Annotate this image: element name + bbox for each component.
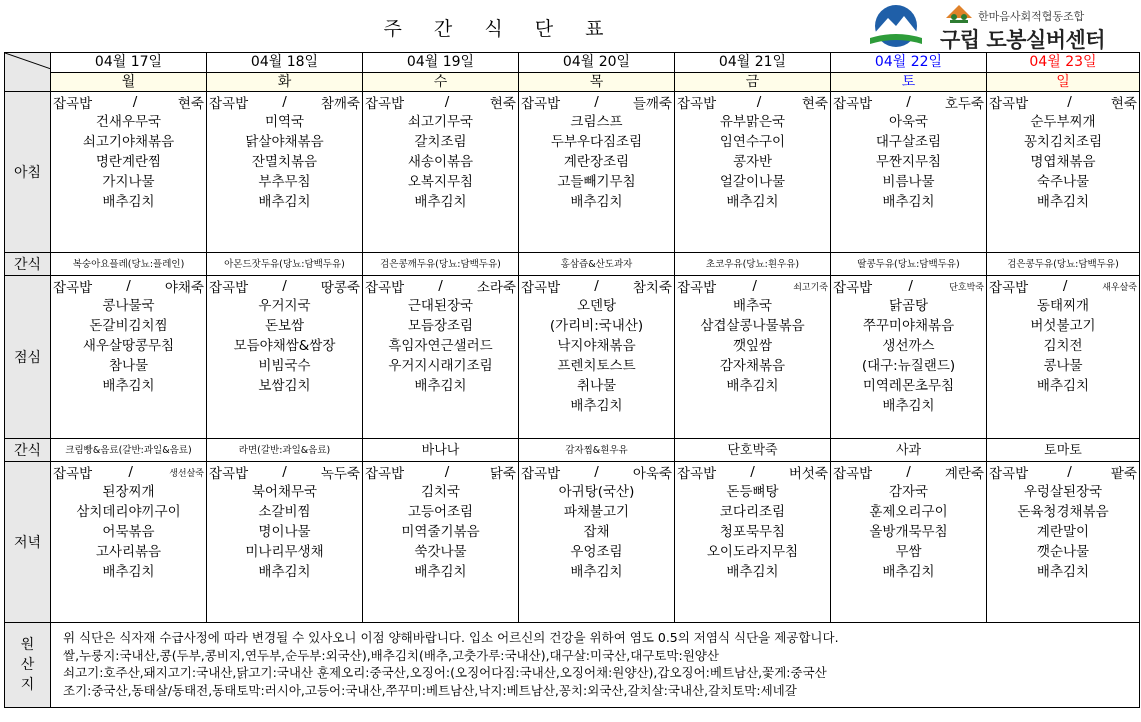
- menu-item: 청포묵무침: [719, 524, 786, 540]
- rice-label: 잡곡밥: [989, 466, 1029, 482]
- separator: /: [1067, 94, 1072, 110]
- menu-item: 모듬장조림: [407, 318, 474, 334]
- snack1-label: 간식: [5, 253, 51, 276]
- menu-item: 동태찌개: [1036, 298, 1090, 314]
- menu-item: 돈보쌈: [264, 318, 305, 334]
- lunch-cell: [831, 276, 987, 439]
- rice-label: 잡곡밥: [677, 96, 717, 112]
- meal-cell: [207, 92, 362, 212]
- rice-line: [207, 462, 362, 482]
- menu-item: 아귀탕(국산): [558, 484, 635, 500]
- dinner-cell: [987, 462, 1140, 623]
- origin-label: [5, 623, 51, 708]
- page-title: 주 간 식 단 표: [383, 18, 617, 40]
- rice-label: 잡곡밥: [833, 466, 873, 482]
- date-header: 04월 18일: [207, 53, 363, 73]
- mountain-logo-icon: [862, 4, 930, 48]
- rice-line: [207, 92, 362, 112]
- day-header: 토: [831, 72, 987, 92]
- day-header: 목: [519, 72, 675, 92]
- menu-item: 돈등뼈탕: [726, 484, 779, 500]
- meal-cell: [519, 276, 674, 416]
- menu-item: 오복지무침: [407, 174, 474, 190]
- corner-cell: [5, 53, 51, 92]
- date-header: 04월 19일: [363, 53, 519, 73]
- meal-cell: [207, 276, 362, 396]
- rice-line: [519, 92, 674, 112]
- meal-cell: [519, 462, 674, 582]
- menu-item: 취나물: [576, 378, 617, 394]
- dinner-cell: [519, 462, 675, 623]
- meal-cell: [363, 276, 518, 396]
- menu-item: 미역국: [264, 114, 305, 130]
- rice-label: 잡곡밥: [53, 466, 93, 482]
- menu-item: 배추김치: [1036, 378, 1090, 394]
- rice-label: 잡곡밥: [53, 96, 93, 112]
- menu-item: 북어채무국: [251, 484, 318, 500]
- menu-item: 얼갈이나물: [719, 174, 786, 190]
- separator: /: [906, 94, 911, 110]
- menu-item: 감자채볶음: [719, 358, 786, 374]
- rice-line: [831, 276, 986, 296]
- rice-label: 잡곡밥: [521, 466, 561, 482]
- snack-cell: 검은콩두유(당뇨:담백두유): [987, 253, 1140, 276]
- menu-item: 새우살땅콩무침: [82, 338, 175, 354]
- cooperative-logo-icon: [944, 2, 974, 24]
- snack-cell: 사과: [831, 439, 987, 462]
- menu-item: 쭈꾸미야채볶음: [862, 318, 955, 334]
- menu-item: 배추김치: [258, 194, 311, 210]
- rice-label: 잡곡밥: [521, 96, 561, 112]
- menu-item: 배추김치: [726, 194, 779, 210]
- menu-item: 무쌈: [895, 544, 922, 560]
- meal-cell: [831, 462, 986, 582]
- separator: /: [444, 464, 450, 480]
- rice-label: 잡곡밥: [365, 280, 405, 296]
- separator: /: [1062, 278, 1068, 294]
- origin-notes: [51, 623, 1140, 708]
- meal-cell: [987, 92, 1139, 212]
- menu-item: 깻잎쌈: [732, 338, 773, 354]
- menu-item: 김치전: [1043, 338, 1083, 354]
- menu-item: 배추김치: [570, 194, 623, 210]
- snack-cell: 복숭아요플레(당뇨:플레인): [51, 253, 207, 276]
- porridge-label: 들깨죽: [632, 96, 672, 112]
- breakfast-cell: [51, 92, 207, 253]
- porridge-label: 버섯죽: [788, 466, 828, 482]
- origin-label-char: 원: [20, 637, 35, 653]
- notes-line: 쇠고기:호주산,돼지고기:국내산,닭고기:국내산 훈제오리:중국산,오징어:(오징어다짐:국내산,오징어채:원양산),갑오징어:베트남산,꽃게:중국산: [63, 665, 827, 680]
- meal-cell: [675, 462, 830, 582]
- day-header: 수: [363, 72, 519, 92]
- porridge-label: 녹두죽: [320, 466, 360, 482]
- menu-item: 닭곰탕: [888, 298, 929, 314]
- lunch-cell: [51, 276, 207, 439]
- dinner-cell: [675, 462, 831, 623]
- menu-item: 명엽채볶음: [1030, 154, 1096, 170]
- menu-item: 버섯불고기: [1030, 318, 1096, 334]
- menu-item: 근대된장국: [407, 298, 474, 314]
- rice-label: 잡곡밥: [209, 280, 249, 296]
- menu-item: 배추김치: [102, 378, 155, 394]
- meal-cell: [675, 92, 830, 212]
- menu-item: 참나물: [108, 358, 149, 374]
- breakfast-cell: [207, 92, 363, 253]
- separator: /: [756, 94, 762, 110]
- menu-item: 어묵볶음: [102, 524, 155, 540]
- menu-item: 비빔국수: [258, 358, 311, 374]
- lunch-cell: [363, 276, 519, 439]
- porridge-label: 현죽: [489, 96, 516, 112]
- rice-label: 잡곡밥: [365, 96, 405, 112]
- menu-item: 돈갈비김치찜: [89, 318, 168, 334]
- menu-item: 훈제오리구이: [869, 504, 948, 520]
- rice-label: 잡곡밥: [833, 96, 873, 112]
- menu-item: 배추김치: [1036, 564, 1090, 580]
- lunch-label: 점심: [5, 276, 51, 439]
- dinner-label: 저녁: [5, 462, 51, 623]
- menu-item: 새송이볶음: [407, 154, 474, 170]
- dinner-cell: [207, 462, 363, 623]
- separator: /: [128, 464, 133, 480]
- meal-cell: [519, 92, 674, 212]
- snack-cell: 라면(갈반:과일&음료): [207, 439, 363, 462]
- porridge-label: 야채죽: [164, 280, 204, 296]
- snack-cell: 바나나: [363, 439, 519, 462]
- snack-cell: 단호박죽: [675, 439, 831, 462]
- menu-item: 배추김치: [882, 398, 935, 414]
- separator: /: [438, 278, 443, 294]
- menu-item: 프렌치토스트: [557, 358, 636, 374]
- menu-item: 갈치조림: [414, 134, 467, 150]
- menu-item: 고사리볶음: [95, 544, 162, 560]
- meal-cell: [363, 462, 518, 582]
- separator: /: [126, 278, 131, 294]
- menu-item: 배추국: [732, 298, 773, 314]
- rice-line: [831, 92, 986, 112]
- menu-item: 배추김치: [570, 398, 623, 414]
- date-header: 04월 23일: [987, 53, 1140, 73]
- rice-line: [675, 276, 830, 296]
- separator: /: [594, 278, 599, 294]
- rice-line: [987, 92, 1139, 112]
- dinner-cell: [363, 462, 519, 623]
- menu-item: 배추김치: [726, 564, 779, 580]
- meal-cell: [207, 462, 362, 582]
- breakfast-cell: [675, 92, 831, 253]
- menu-item: 명이나물: [258, 524, 311, 540]
- menu-item: 오이도라지무침: [706, 544, 799, 560]
- porridge-label: 호두죽: [944, 96, 984, 112]
- porridge-label: 땅콩죽: [320, 280, 360, 296]
- meal-cell: [51, 462, 206, 582]
- origin-label-char: 산: [20, 657, 35, 673]
- dinner-cell: [831, 462, 987, 623]
- snack-cell: 딸콩두유(당뇨:담백두유): [831, 253, 987, 276]
- rice-label: 잡곡밥: [209, 466, 249, 482]
- snack-cell: 아몬드잣두유(당뇨:담백두유): [207, 253, 363, 276]
- notes-line: 쌀,누룽지:국내산,콩(두부,콩비지,연두부,순두부:외국산),배추김치(배추,고춧가루:국내산),대구살:미국산,대구토막:원양산: [63, 647, 719, 663]
- menu-item: 아욱국: [888, 114, 929, 130]
- menu-item: 부추무침: [258, 174, 311, 190]
- snack-cell: 검은콩깨두유(당뇨:담백두유): [363, 253, 519, 276]
- menu-item: 배추김치: [1036, 194, 1090, 210]
- rice-label: 잡곡밥: [989, 280, 1029, 296]
- separator: /: [908, 278, 913, 294]
- menu-item: 배추김치: [414, 564, 467, 580]
- rice-label: 잡곡밥: [677, 280, 717, 296]
- menu-item: 가지나물: [102, 174, 155, 190]
- menu-item: 소갈비찜: [258, 504, 311, 520]
- rice-line: [675, 462, 830, 482]
- rice-label: 잡곡밥: [209, 96, 249, 112]
- porridge-label: 생선살죽: [169, 468, 204, 479]
- date-header: 04월 22일: [831, 53, 987, 73]
- date-header: 04월 17일: [51, 53, 207, 73]
- rice-label: 잡곡밥: [53, 280, 93, 296]
- menu-item: 파채불고기: [563, 504, 630, 520]
- rice-line: [519, 276, 674, 296]
- weekly-menu-table: [4, 52, 1140, 708]
- menu-item: 계란말이: [1036, 524, 1090, 540]
- lunch-cell: [207, 276, 363, 439]
- menu-item: 배추김치: [414, 194, 467, 210]
- dinner-cell: [51, 462, 207, 623]
- menu-item: 감자국: [888, 484, 929, 500]
- rice-line: [207, 276, 362, 296]
- menu-item: 순두부찌개: [1030, 114, 1096, 130]
- notes-line: 위 식단은 식자재 수급사정에 따라 변경될 수 있사오니 이점 양해바랍니다. 입소 어르신의 건강을 위하여 염도 0.5의 저염식 식단을 제공합니다.: [63, 630, 839, 645]
- menu-item: 무짠지무침: [875, 154, 942, 170]
- meal-cell: [831, 276, 986, 416]
- menu-item: 김치국: [420, 484, 461, 500]
- menu-item: 임연수구이: [719, 134, 786, 150]
- rice-line: [363, 462, 518, 482]
- menu-item: 배추김치: [102, 194, 155, 210]
- day-header: 금: [675, 72, 831, 92]
- meal-cell: [51, 92, 206, 212]
- meal-cell: [987, 462, 1139, 582]
- breakfast-cell: [831, 92, 987, 253]
- porridge-label: 계란죽: [944, 466, 984, 482]
- menu-item: 꽁치김치조림: [1023, 134, 1103, 150]
- lunch-cell: [519, 276, 675, 439]
- menu-item: 쇠고기야채볶음: [82, 134, 175, 150]
- menu-item: 닭살야채볶음: [245, 134, 324, 150]
- snack-cell: 토마토: [987, 439, 1140, 462]
- meal-cell: [51, 276, 206, 396]
- menu-item: 쑥갓나물: [414, 544, 467, 560]
- date-header: 04월 21일: [675, 53, 831, 73]
- porridge-label: 현죽: [177, 96, 204, 112]
- menu-item: 올방개묵무침: [869, 524, 948, 540]
- lunch-cell: [675, 276, 831, 439]
- menu-item: 콩나물국: [102, 298, 155, 314]
- porridge-label: 현죽: [1110, 96, 1137, 112]
- menu-item: 유부맑은국: [719, 114, 786, 130]
- notes-line: 조기:중국산,동태살/동태전,동태토막:러시아,고등어:국내산,쭈꾸미:베트남산,낙지:베트남산,꽁치:외국산,갈치살:국내산,갈치토막:세네갈: [63, 682, 797, 698]
- separator: /: [1067, 464, 1072, 480]
- org-name: 한마음사회적협동조합: [978, 10, 1085, 23]
- menu-item: 배추김치: [726, 378, 779, 394]
- rice-line: [51, 462, 206, 482]
- porridge-label: 참치죽: [632, 280, 672, 296]
- separator: /: [282, 94, 287, 110]
- porridge-label: 소라죽: [476, 280, 516, 296]
- separator: /: [282, 464, 287, 480]
- menu-item: 미역줄기볶음: [401, 524, 480, 540]
- menu-item: (대구:뉴질랜드): [861, 358, 956, 374]
- rice-line: [675, 92, 830, 112]
- menu-item: 고들빼기무침: [557, 174, 636, 190]
- rice-label: 잡곡밥: [833, 280, 873, 296]
- menu-item: 대구살조림: [875, 134, 942, 150]
- breakfast-cell: [363, 92, 519, 253]
- diagonal-line-icon: [5, 53, 51, 91]
- meal-cell: [675, 276, 830, 396]
- menu-item: 콩나물: [1043, 358, 1083, 374]
- day-header: 화: [207, 72, 363, 92]
- menu-item: 배추김치: [102, 564, 155, 580]
- meal-cell: [831, 92, 986, 212]
- porridge-label: 현죽: [801, 96, 828, 112]
- menu-item: 생선까스: [882, 338, 935, 354]
- menu-item: 잡채: [583, 524, 610, 540]
- menu-item: 보쌈김치: [258, 378, 311, 394]
- menu-item: 두부우다짐조림: [550, 134, 643, 150]
- rice-line: [987, 276, 1139, 296]
- menu-item: 쇠고기무국: [407, 114, 474, 130]
- menu-item: 비름나물: [882, 174, 935, 190]
- menu-item: 배추김치: [414, 378, 467, 394]
- separator: /: [132, 94, 138, 110]
- menu-item: 배추김치: [882, 194, 935, 210]
- snack-cell: 크림빵&음료(갈반:과일&음료): [51, 439, 207, 462]
- menu-item: 삼치데리야끼구이: [76, 504, 181, 520]
- rice-label: 잡곡밥: [989, 96, 1029, 112]
- breakfast-cell: [987, 92, 1140, 253]
- menu-item: 돈육청경채볶음: [1017, 504, 1109, 520]
- menu-item: 코다리조림: [719, 504, 786, 520]
- rice-line: [51, 92, 206, 112]
- separator: /: [282, 278, 287, 294]
- menu-item: 낙지야채볶음: [557, 338, 636, 354]
- menu-item: 우렁살된장국: [1023, 484, 1103, 500]
- snack-cell: 감자찜&흰우유: [519, 439, 675, 462]
- separator: /: [594, 94, 599, 110]
- separator: /: [752, 278, 757, 294]
- porridge-label: 단호박죽: [949, 282, 984, 293]
- menu-item: 배추김치: [570, 564, 623, 580]
- menu-item: 배추김치: [882, 564, 935, 580]
- menu-item: 건새우무국: [95, 114, 162, 130]
- snack-cell: 초코우유(당뇨:흰우유): [675, 253, 831, 276]
- menu-item: (가리비:국내산): [549, 318, 644, 334]
- porridge-label: 아욱죽: [632, 466, 672, 482]
- menu-item: 우거지시래기조림: [388, 358, 493, 374]
- rice-line: [519, 462, 674, 482]
- rice-line: [51, 276, 206, 296]
- rice-label: 잡곡밥: [521, 280, 561, 296]
- menu-item: 계란장조림: [563, 154, 630, 170]
- breakfast-cell: [519, 92, 675, 253]
- snack-cell: 홍삼즙&산도과자: [519, 253, 675, 276]
- menu-item: 크림스프: [570, 114, 623, 130]
- date-header: 04월 20일: [519, 53, 675, 73]
- porridge-label: 팥죽: [1110, 466, 1137, 482]
- menu-item: 오덴탕: [576, 298, 617, 314]
- origin-label-char: 지: [20, 677, 35, 693]
- meal-cell: [363, 92, 518, 212]
- separator: /: [444, 94, 450, 110]
- rice-line: [831, 462, 986, 482]
- separator: /: [750, 464, 755, 480]
- porridge-label: 참깨죽: [320, 96, 360, 112]
- menu-item: 모듬야채쌈&쌈장: [233, 338, 336, 354]
- menu-item: 된장찌개: [102, 484, 155, 500]
- rice-line: [363, 276, 518, 296]
- porridge-label: 닭죽: [489, 466, 516, 482]
- rice-label: 잡곡밥: [365, 466, 405, 482]
- lunch-cell: [987, 276, 1140, 439]
- menu-item: 콩자반: [732, 154, 773, 170]
- porridge-label: 새우살죽: [1102, 282, 1137, 293]
- separator: /: [594, 464, 599, 480]
- menu-item: 우엉조림: [570, 544, 623, 560]
- rice-line: [363, 92, 518, 112]
- center-name: 구립 도봉실버센터: [940, 28, 1106, 52]
- menu-item: 숙주나물: [1036, 174, 1090, 190]
- menu-item: 잔멸치볶음: [251, 154, 318, 170]
- menu-item: 미역레몬초무침: [862, 378, 955, 394]
- rice-line: [987, 462, 1139, 482]
- menu-item: 미나리무생채: [245, 544, 324, 560]
- porridge-label: 쇠고기죽: [793, 282, 828, 293]
- rice-label: 잡곡밥: [677, 466, 717, 482]
- snack2-label: 간식: [5, 439, 51, 462]
- day-header: 월: [51, 72, 207, 92]
- menu-item: 삼겹살콩나물볶음: [700, 318, 805, 334]
- menu-item: 고등어조림: [407, 504, 474, 520]
- day-header: 일: [987, 72, 1140, 92]
- menu-item: 깻순나물: [1036, 544, 1090, 560]
- breakfast-label: 아침: [5, 92, 51, 253]
- meal-cell: [987, 276, 1139, 396]
- menu-item: 명란계란찜: [95, 154, 162, 170]
- menu-item: 배추김치: [258, 564, 311, 580]
- menu-item: 흑임자연근샐러드: [388, 338, 493, 354]
- menu-item: 우거지국: [258, 298, 311, 314]
- separator: /: [906, 464, 911, 480]
